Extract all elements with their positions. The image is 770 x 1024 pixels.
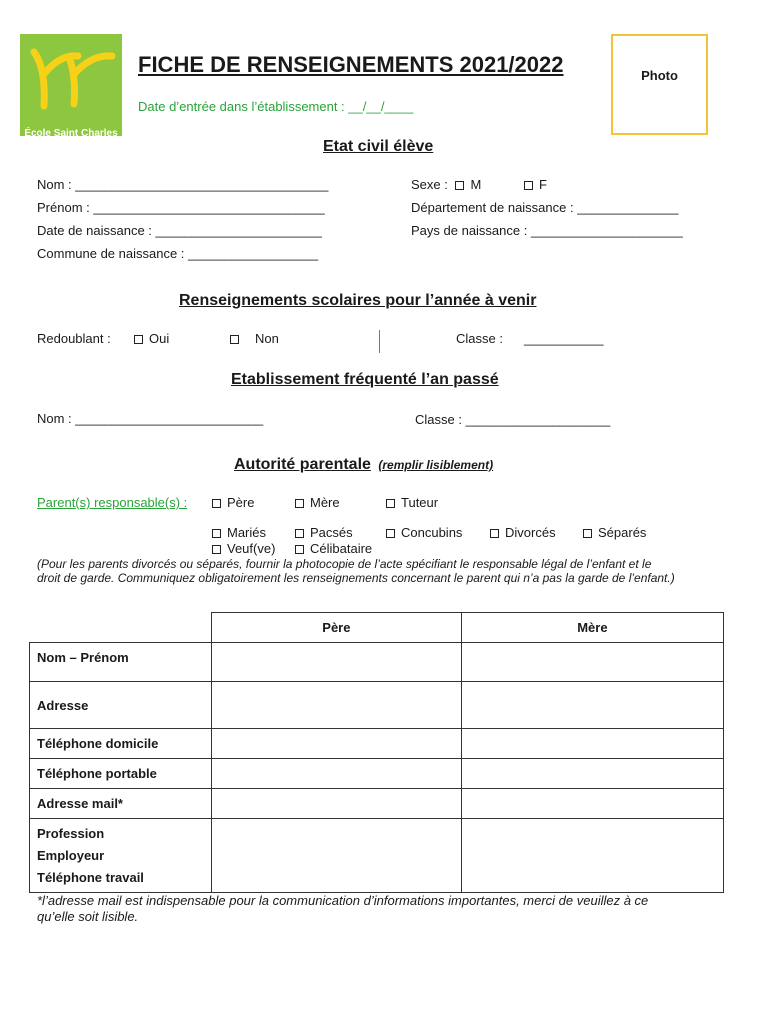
sexe-m-label: M xyxy=(470,177,482,192)
cell-mere-nom[interactable] xyxy=(461,643,723,682)
veuf-label: Veuf(ve) xyxy=(227,541,276,556)
sexe-m-checkbox[interactable] xyxy=(455,181,464,190)
autorite-heading: Autorité parentale xyxy=(234,456,371,473)
etablissement-classe-field[interactable]: Classe : ____________________ xyxy=(415,412,611,427)
redoublant-oui-option xyxy=(134,331,169,346)
cell-mere-tel-domicile[interactable] xyxy=(461,729,723,759)
row-label-tel-domicile: Téléphone domicile xyxy=(30,729,212,759)
table-header-row xyxy=(30,613,724,643)
celibataire-label: Célibataire xyxy=(310,541,373,556)
celibataire-checkbox[interactable] xyxy=(295,545,304,554)
mere-checkbox[interactable] xyxy=(295,499,304,508)
row-label-nom-prenom: Nom – Prénom xyxy=(30,643,212,682)
sexe-f-checkbox[interactable] xyxy=(524,181,533,190)
nom-field[interactable]: Nom : ___________________________________ xyxy=(37,177,329,192)
pere-checkbox[interactable] xyxy=(212,499,221,508)
col-header-mere: Mère xyxy=(461,613,723,643)
cell-mere-tel-portable[interactable] xyxy=(461,759,723,789)
label-employeur: Employeur xyxy=(37,847,105,863)
sexe-f-option xyxy=(524,177,547,192)
cell-mere-profession[interactable] xyxy=(461,819,723,893)
section-heading-autorite xyxy=(234,456,493,474)
option-maries xyxy=(212,525,266,540)
label-tel-travail: Téléphone travail xyxy=(37,869,144,885)
cell-pere-profession[interactable] xyxy=(212,819,462,893)
divorces-label: Divorcés xyxy=(505,525,556,540)
option-divorces xyxy=(490,525,556,540)
footnote-line1: *l’adresse mail est indispensable pour la communication d’informations importantes, merci de veuillez à ce xyxy=(37,893,649,908)
option-mere xyxy=(295,495,340,510)
cell-mere-adresse[interactable] xyxy=(461,682,723,729)
redoublant-non-option xyxy=(230,331,279,346)
table-row xyxy=(30,819,724,893)
table-row xyxy=(30,682,724,729)
section-heading-etablissement: Etablissement fréquenté l’an passé xyxy=(231,371,499,388)
school-logo xyxy=(20,34,122,139)
concubins-label: Concubins xyxy=(401,525,463,540)
table-row xyxy=(30,729,724,759)
classe-field[interactable]: ___________ xyxy=(524,331,604,346)
table-row xyxy=(30,643,724,682)
prenom-field[interactable]: Prénom : ________________________________ xyxy=(37,200,325,215)
cell-pere-adresse[interactable] xyxy=(212,682,462,729)
label-profession: Profession xyxy=(37,825,105,841)
autorite-note: (remplir lisiblement) xyxy=(378,458,494,472)
responsables-label: Parent(s) responsable(s) : xyxy=(37,495,188,510)
section-heading-scolaire: Renseignements scolaires pour l’année à venir xyxy=(179,292,537,309)
divider xyxy=(379,330,380,353)
classe-label: Classe : xyxy=(456,331,503,346)
sexe-label: Sexe : xyxy=(411,177,448,192)
logo-text: École Saint Charles xyxy=(24,128,118,139)
cell-pere-tel-portable[interactable] xyxy=(212,759,462,789)
photo-box[interactable] xyxy=(611,34,708,135)
col-header-pere: Père xyxy=(212,613,462,643)
option-veuf xyxy=(212,541,275,556)
divorce-note-line1: (Pour les parents divorcés ou séparés, fournir la photocopie de l’acte spécifiant le responsable légal de l’enfant et le xyxy=(37,557,652,571)
maries-label: Mariés xyxy=(227,525,267,540)
date-naissance-field[interactable]: Date de naissance : _______________________ xyxy=(37,223,322,238)
divorces-checkbox[interactable] xyxy=(490,529,499,538)
pere-label: Père xyxy=(227,495,255,510)
tuteur-label: Tuteur xyxy=(401,495,439,510)
cell-pere-tel-domicile[interactable] xyxy=(212,729,462,759)
option-celibataire xyxy=(295,541,372,556)
cell-pere-nom[interactable] xyxy=(212,643,462,682)
table-corner xyxy=(30,613,212,643)
photo-label: Photo xyxy=(641,68,678,83)
row-label-profession xyxy=(30,819,212,893)
parents-table xyxy=(29,612,724,893)
non-checkbox[interactable] xyxy=(230,335,239,344)
oui-checkbox[interactable] xyxy=(134,335,143,344)
pays-field[interactable]: Pays de naissance : _____________________ xyxy=(411,223,683,238)
option-pacses xyxy=(295,525,353,540)
commune-field[interactable]: Commune de naissance : __________________ xyxy=(37,246,319,261)
separes-label: Séparés xyxy=(598,525,647,540)
cell-pere-mail[interactable] xyxy=(212,789,462,819)
table-row xyxy=(30,789,724,819)
section-heading-etat-civil: Etat civil élève xyxy=(323,138,434,155)
sexe-row xyxy=(411,177,481,192)
cell-mere-mail[interactable] xyxy=(461,789,723,819)
pacses-checkbox[interactable] xyxy=(295,529,304,538)
table-row xyxy=(30,759,724,789)
maries-checkbox[interactable] xyxy=(212,529,221,538)
redoublant-label: Redoublant : xyxy=(37,331,111,346)
option-separes xyxy=(583,525,646,540)
option-tuteur xyxy=(386,495,438,510)
entry-date-field[interactable]: Date d’entrée dans l’établissement : __/__/____ xyxy=(138,99,414,114)
non-label: Non xyxy=(255,331,279,346)
veuf-checkbox[interactable] xyxy=(212,545,221,554)
tuteur-checkbox[interactable] xyxy=(386,499,395,508)
departement-field[interactable]: Département de naissance : ______________ xyxy=(411,200,679,215)
concubins-checkbox[interactable] xyxy=(386,529,395,538)
row-label-mail: Adresse mail* xyxy=(30,789,212,819)
sexe-f-label: F xyxy=(539,177,547,192)
divorce-note-line2: droit de garde. Communiquez obligatoirement les renseignements concernant le parent qui n’a pas la garde de l’enfant.) xyxy=(37,571,675,585)
logo-mark-icon xyxy=(20,34,122,136)
pacses-label: Pacsés xyxy=(310,525,353,540)
separes-checkbox[interactable] xyxy=(583,529,592,538)
mere-label: Mère xyxy=(310,495,340,510)
option-concubins xyxy=(386,525,462,540)
footnote-line2: qu’elle soit lisible. xyxy=(37,909,139,924)
page-title: FICHE DE RENSEIGNEMENTS 2021/2022 xyxy=(138,52,564,77)
row-label-tel-portable: Téléphone portable xyxy=(30,759,212,789)
row-label-adresse: Adresse xyxy=(30,682,212,729)
etablissement-nom-field[interactable]: Nom : __________________________ xyxy=(37,411,264,426)
oui-label: Oui xyxy=(149,331,170,346)
option-pere xyxy=(212,495,254,510)
